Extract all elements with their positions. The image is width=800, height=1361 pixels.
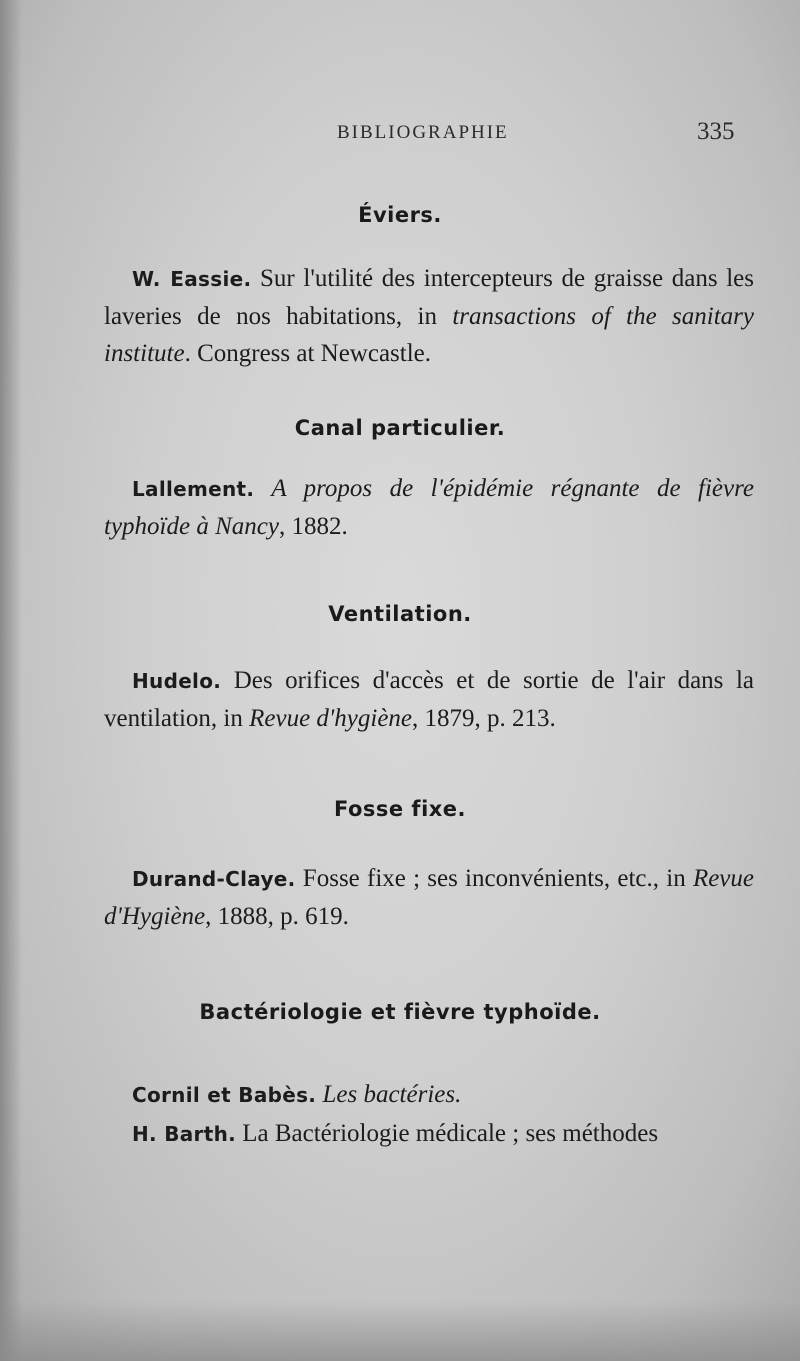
bibliography-entry-durand-claye xyxy=(104,860,754,935)
bibliography-entry-cornil-babes xyxy=(104,1076,754,1114)
section-heading-fosse: Fosse fixe. xyxy=(333,797,467,821)
entry-title-italic: Les bactéries. xyxy=(316,1081,462,1108)
bibliography-entry-eassie xyxy=(104,260,754,372)
running-head xyxy=(0,118,800,148)
entry-author: Hudelo. xyxy=(132,669,222,693)
section-heading-ventilation: Ventilation. xyxy=(328,602,472,626)
entry-title-italic: Revue d'Hygiène xyxy=(104,865,754,930)
entry-text: , 1882. xyxy=(278,513,348,540)
entry-title-italic: A propos de l'épidémie régnante de fièvre typhoïde à Nancy xyxy=(104,475,754,540)
entry-author: Durand-Claye. xyxy=(132,867,296,891)
section-heading-bacteriologie: Bactériologie et fièvre typhoïde. xyxy=(199,1000,601,1024)
bibliography-entry-barth xyxy=(104,1115,754,1153)
section-heading-eviers: Éviers. xyxy=(358,203,442,227)
entry-text: Des orifices d'accès et de sortie de l'air dans la ventilation, in xyxy=(104,667,754,732)
entry-title-italic: transactions of the sanitary institute xyxy=(104,303,754,367)
entry-text: Sur l'utilité des intercepteurs de graisse dans les laveries de nos habitations, in xyxy=(104,265,755,330)
entry-author: W. Eassie. xyxy=(132,267,252,291)
entry-author: Cornil et Babès. xyxy=(132,1083,317,1107)
entry-text: , 1879, p. 213. xyxy=(412,705,556,732)
bibliography-entry-hudelo xyxy=(104,662,754,737)
page-number: 335 xyxy=(697,118,735,145)
entry-text: La Bactériologie médicale ; ses méthodes xyxy=(236,1120,659,1147)
entry-text: Fosse fixe ; ses inconvénients, etc., in xyxy=(295,865,693,892)
entry-title-italic: Revue d'hygiène xyxy=(249,705,413,732)
bibliography-entry-lallement xyxy=(104,470,754,545)
entry-text: . Congress at Newcastle. xyxy=(184,340,432,367)
entry-author: H. Barth. xyxy=(132,1122,236,1146)
section-heading-canal: Canal particulier. xyxy=(294,416,506,440)
entry-author: Lallement. xyxy=(132,477,255,501)
entry-text: , 1888, p. 619. xyxy=(205,903,349,930)
running-title: BIBLIOGRAPHIE xyxy=(337,122,509,143)
page-bottom-shadow xyxy=(0,1301,800,1361)
